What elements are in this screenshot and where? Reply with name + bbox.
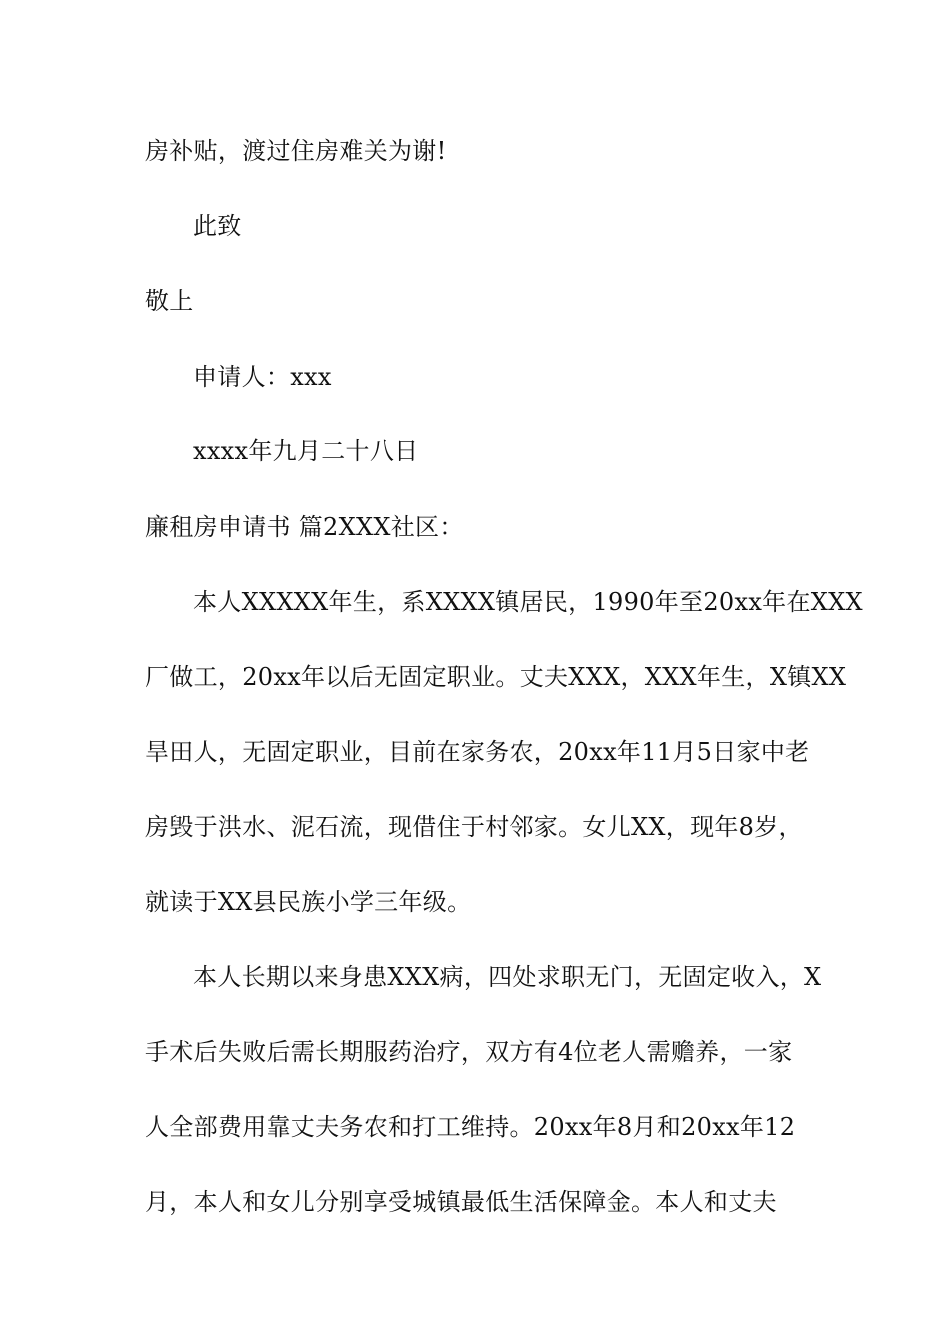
date-line: xxxx年九月二十八日 <box>193 437 419 465</box>
closing-salutation: 此致 <box>193 212 242 240</box>
paragraph-line: 本人长期以来身患XXX病，四处求职无门，无固定收入，X <box>193 963 822 991</box>
paragraph-line: 旱田人，无固定职业，目前在家务农，20xx年11月5日家中老 <box>145 738 810 766</box>
applicant-line: 申请人：xxx <box>193 363 332 391</box>
paragraph-line: 房毁于洪水、泥石流，现借住于村邻家。女儿XX，现年8岁， <box>145 813 803 841</box>
section-heading: 廉租房申请书 篇2XXX社区： <box>145 513 464 541</box>
paragraph-line: 就读于XX县民族小学三年级。 <box>145 888 472 916</box>
paragraph-line: 月，本人和女儿分别享受城镇最低生活保障金。本人和丈夫 <box>145 1188 777 1216</box>
text-line: 房补贴，渡过住房难关为谢! <box>145 137 447 165</box>
paragraph-line: 本人XXXXX年生，系XXXX镇居民，1990年至20xx年在XXX <box>193 588 863 616</box>
paragraph-line: 厂做工，20xx年以后无固定职业。丈夫XXX，XXX年生，X镇XX <box>145 663 847 691</box>
paragraph-line: 人全部费用靠丈夫务农和打工维持。20xx年8月和20xx年12 <box>145 1113 796 1141</box>
closing-regards: 敬上 <box>145 287 194 315</box>
paragraph-line: 手术后失败后需长期服药治疗，双方有4位老人需赡养，一家 <box>145 1038 793 1066</box>
